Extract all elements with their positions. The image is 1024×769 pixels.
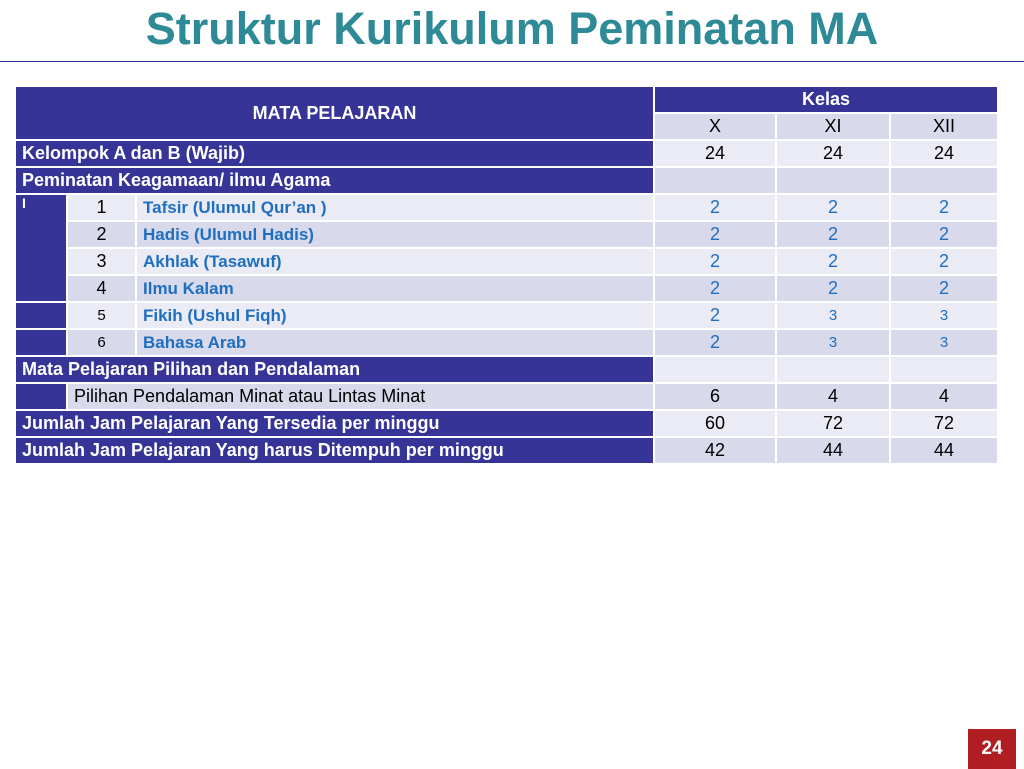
subject-value-xi: 2: [777, 222, 889, 247]
ditempuh-xi: 44: [777, 438, 889, 463]
subject-value-xii: 2: [891, 276, 997, 301]
pendalaman-label: Pilihan Pendalaman Minat atau Lintas Minat: [68, 384, 653, 409]
title-divider: [0, 61, 1024, 62]
tersedia-xi: 72: [777, 411, 889, 436]
header-grade-xi: XI: [777, 114, 889, 139]
subject-name: Ilmu Kalam: [137, 276, 653, 301]
subject-value-xii: 3: [891, 330, 997, 355]
row-marker-cell: [16, 384, 66, 409]
pilihan-label: Mata Pelajaran Pilihan dan Pendalaman: [16, 357, 653, 382]
subject-number: 1: [68, 195, 135, 220]
subject-name: Bahasa Arab: [137, 330, 653, 355]
group-marker: I: [16, 195, 66, 301]
curriculum-table: [14, 85, 999, 465]
ditempuh-label: Jumlah Jam Pelajaran Yang harus Ditempuh per minggu: [16, 438, 653, 463]
peminatan-x: [655, 168, 775, 193]
subject-value-xi: 3: [777, 303, 889, 328]
subject-value-xi: 2: [777, 195, 889, 220]
subject-value-xii: 3: [891, 303, 997, 328]
peminatan-label: Peminatan Keagamaan/ ilmu Agama: [16, 168, 653, 193]
table-row: [16, 330, 997, 355]
subject-value-x: 2: [655, 249, 775, 274]
subject-value-x: 2: [655, 303, 775, 328]
peminatan-xi: [777, 168, 889, 193]
subject-value-xii: 2: [891, 222, 997, 247]
header-grade-x: X: [655, 114, 775, 139]
page-number-badge: 24: [968, 729, 1016, 769]
subject-number: 4: [68, 276, 135, 301]
kelompok-ab-x: 24: [655, 141, 775, 166]
tersedia-label: Jumlah Jam Pelajaran Yang Tersedia per minggu: [16, 411, 653, 436]
row-ditempuh: [16, 438, 997, 463]
row-kelompok-ab: [16, 141, 997, 166]
subject-value-xii: 2: [891, 195, 997, 220]
subject-value-x: 2: [655, 195, 775, 220]
subject-name: Tafsir (Ulumul Qur’an ): [137, 195, 653, 220]
table-row: [16, 276, 997, 301]
subject-value-xi: 3: [777, 330, 889, 355]
subject-value-x: 2: [655, 330, 775, 355]
header-grade-xii: XII: [891, 114, 997, 139]
table-row: [16, 303, 997, 328]
subject-value-xi: 2: [777, 276, 889, 301]
subject-name: Fikih (Ushul Fiqh): [137, 303, 653, 328]
header-kelas: Kelas: [655, 87, 997, 112]
pilihan-x: [655, 357, 775, 382]
peminatan-xii: [891, 168, 997, 193]
header-mata-pelajaran: MATA PELAJARAN: [16, 87, 653, 139]
row-tersedia: [16, 411, 997, 436]
kelompok-ab-label: Kelompok A dan B (Wajib): [16, 141, 653, 166]
subject-number: 5: [68, 303, 135, 328]
table-row: [16, 249, 997, 274]
pendalaman-x: 6: [655, 384, 775, 409]
pilihan-xii: [891, 357, 997, 382]
table-row: [16, 222, 997, 247]
row-peminatan: [16, 168, 997, 193]
row-pilihan: [16, 357, 997, 382]
subject-number: 6: [68, 330, 135, 355]
row-marker-cell: [16, 330, 66, 355]
row-pendalaman: [16, 384, 997, 409]
table-row: [16, 195, 997, 220]
tersedia-x: 60: [655, 411, 775, 436]
kelompok-ab-xi: 24: [777, 141, 889, 166]
subject-number: 2: [68, 222, 135, 247]
subject-name: Hadis (Ulumul Hadis): [137, 222, 653, 247]
pendalaman-xii: 4: [891, 384, 997, 409]
subject-value-x: 2: [655, 276, 775, 301]
ditempuh-xii: 44: [891, 438, 997, 463]
pendalaman-xi: 4: [777, 384, 889, 409]
ditempuh-x: 42: [655, 438, 775, 463]
pilihan-xi: [777, 357, 889, 382]
row-marker-cell: [16, 303, 66, 328]
subject-value-xii: 2: [891, 249, 997, 274]
kelompok-ab-xii: 24: [891, 141, 997, 166]
subject-number: 3: [68, 249, 135, 274]
page-title: Struktur Kurikulum Peminatan MA: [145, 3, 879, 54]
subject-value-x: 2: [655, 222, 775, 247]
subject-name: Akhlak (Tasawuf): [137, 249, 653, 274]
tersedia-xii: 72: [891, 411, 997, 436]
subject-value-xi: 2: [777, 249, 889, 274]
